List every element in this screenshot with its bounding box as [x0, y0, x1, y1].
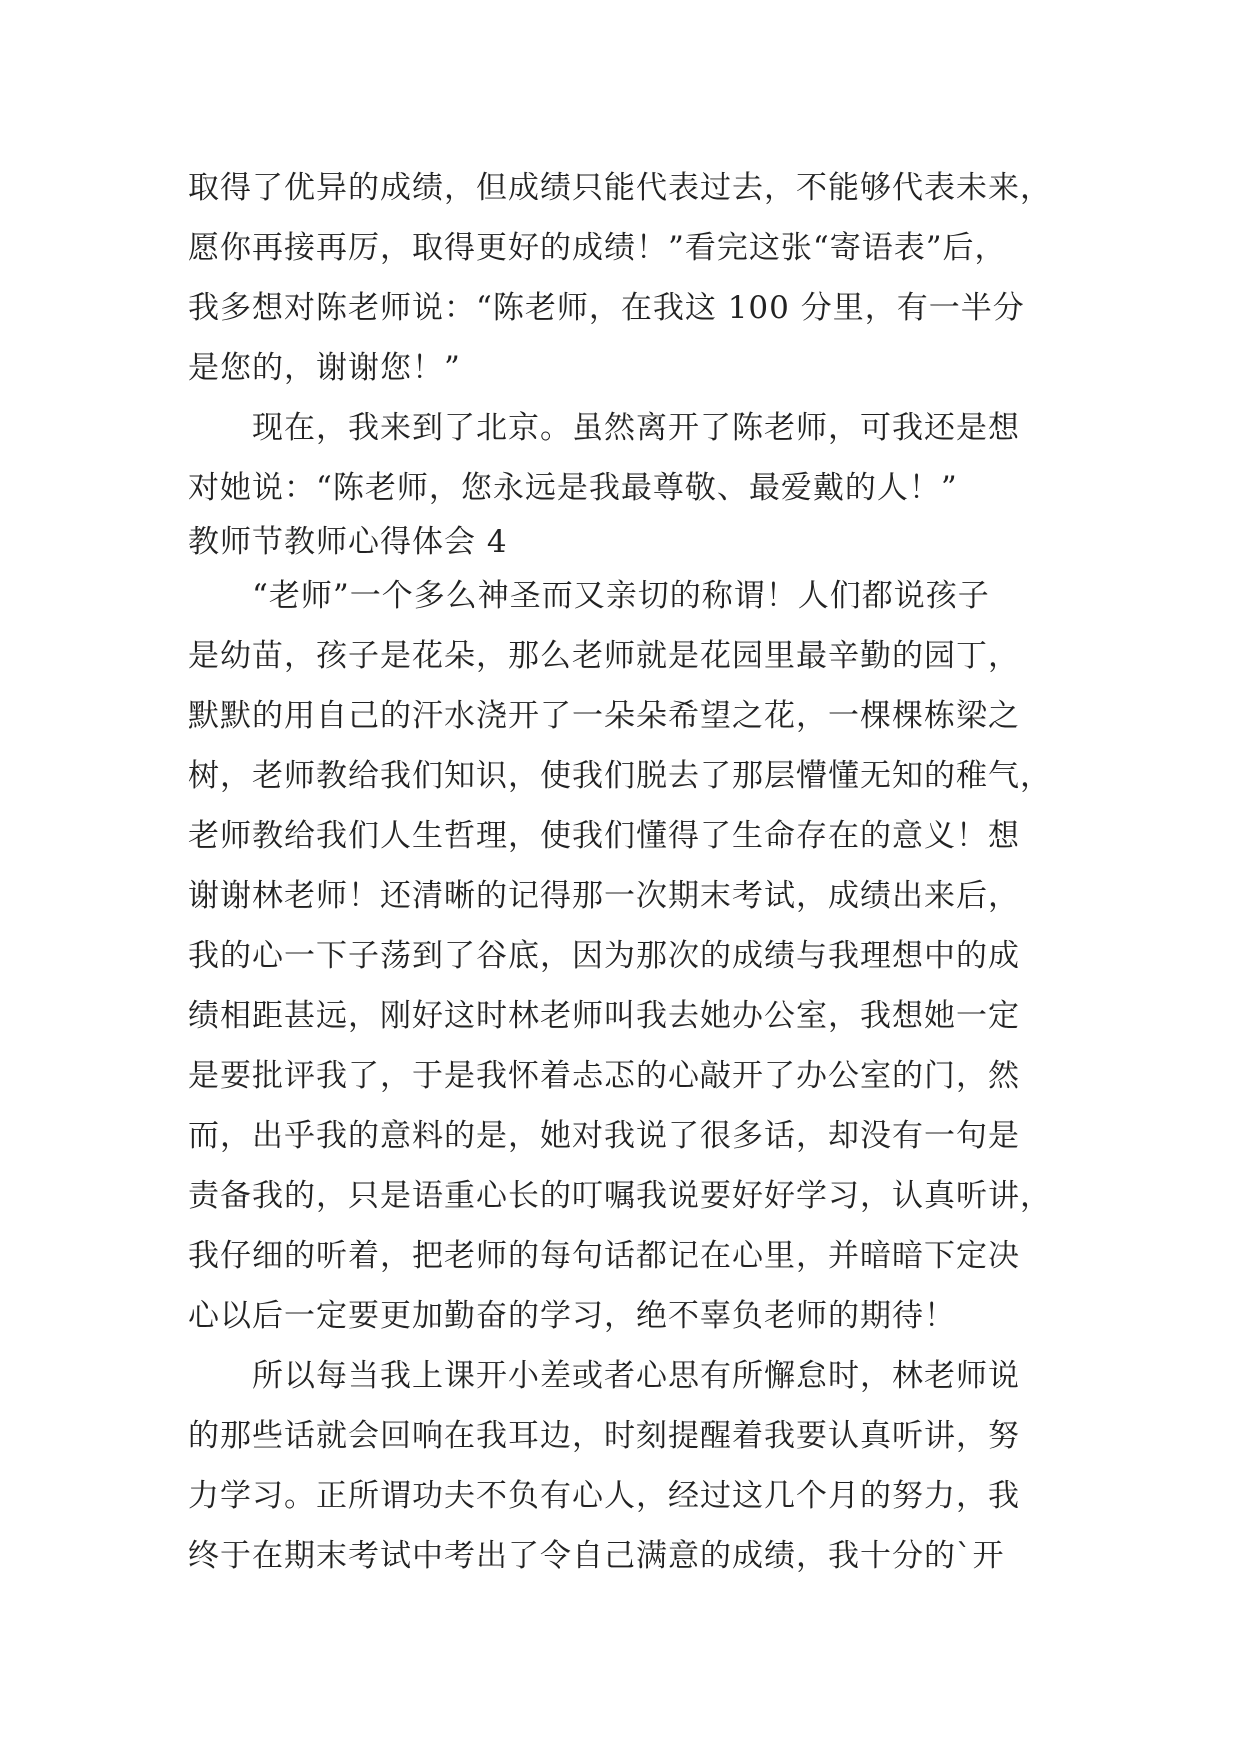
- text-line: 我多想对陈老师说：“陈老师，在我这 100 分里，有一半分: [188, 290, 1025, 326]
- text-line: 是要批评我了，于是我怀着忐忑的心敲开了办公室的门，然: [188, 1058, 1020, 1094]
- text-line: 是幼苗，孩子是花朵，那么老师就是花园里最辛勤的园丁，: [188, 638, 1020, 674]
- text-line: 是您的，谢谢您！”: [188, 350, 461, 386]
- text-line: 的那些话就会回响在我耳边，时刻提醒着我要认真听讲，努: [188, 1418, 1020, 1454]
- text-line: 现在，我来到了北京。虽然离开了陈老师，可我还是想: [252, 410, 1020, 446]
- paragraph-1: [188, 158, 1068, 398]
- document-body: [188, 158, 1068, 1586]
- text-line: 而，出乎我的意料的是，她对我说了很多话，却没有一句是: [188, 1118, 1020, 1154]
- text-line: 取得了优异的成绩，但成绩只能代表过去，不能够代表未来，: [188, 170, 1052, 206]
- paragraph-3: [188, 566, 1068, 1346]
- text-line: 默默的用自己的汗水浇开了一朵朵希望之花，一棵棵栋梁之: [188, 698, 1020, 734]
- text-line: 愿你再接再厉，取得更好的成绩！”看完这张“寄语表”后，: [188, 230, 1007, 266]
- text-line: 力学习。正所谓功夫不负有心人，经过这几个月的努力，我: [188, 1478, 1020, 1514]
- text-line: 终于在期末考试中考出了令自己满意的成绩，我十分的`开: [188, 1538, 1005, 1574]
- text-line: 心以后一定要更加勤奋的学习，绝不辜负老师的期待！: [188, 1298, 956, 1334]
- text-line: 对她说：“陈老师，您永远是我最尊敬、最爱戴的人！”: [188, 470, 958, 506]
- text-line: 谢谢林老师！还清晰的记得那一次期末考试，成绩出来后，: [188, 878, 1020, 914]
- text-line: 我的心一下子荡到了谷底，因为那次的成绩与我理想中的成: [188, 938, 1020, 974]
- paragraph-2: [188, 398, 1068, 518]
- text-line: “老师”一个多么神圣而又亲切的称谓！人们都说孩子: [252, 578, 990, 614]
- section-title: 教师节教师心得体会 4: [188, 524, 508, 560]
- text-line: 绩相距甚远，刚好这时林老师叫我去她办公室，我想她一定: [188, 998, 1020, 1034]
- text-line: 我仔细的听着，把老师的每句话都记在心里，并暗暗下定决: [188, 1238, 1020, 1274]
- text-line: 老师教给我们人生哲理，使我们懂得了生命存在的意义！想: [188, 818, 1020, 854]
- text-line: 所以每当我上课开小差或者心思有所懈怠时，林老师说: [252, 1358, 1020, 1394]
- text-line: 责备我的，只是语重心长的叮嘱我说要好好学习，认真听讲，: [188, 1178, 1052, 1214]
- text-line: 树，老师教给我们知识，使我们脱去了那层懵懂无知的稚气，: [188, 758, 1052, 794]
- paragraph-4: [188, 1346, 1068, 1586]
